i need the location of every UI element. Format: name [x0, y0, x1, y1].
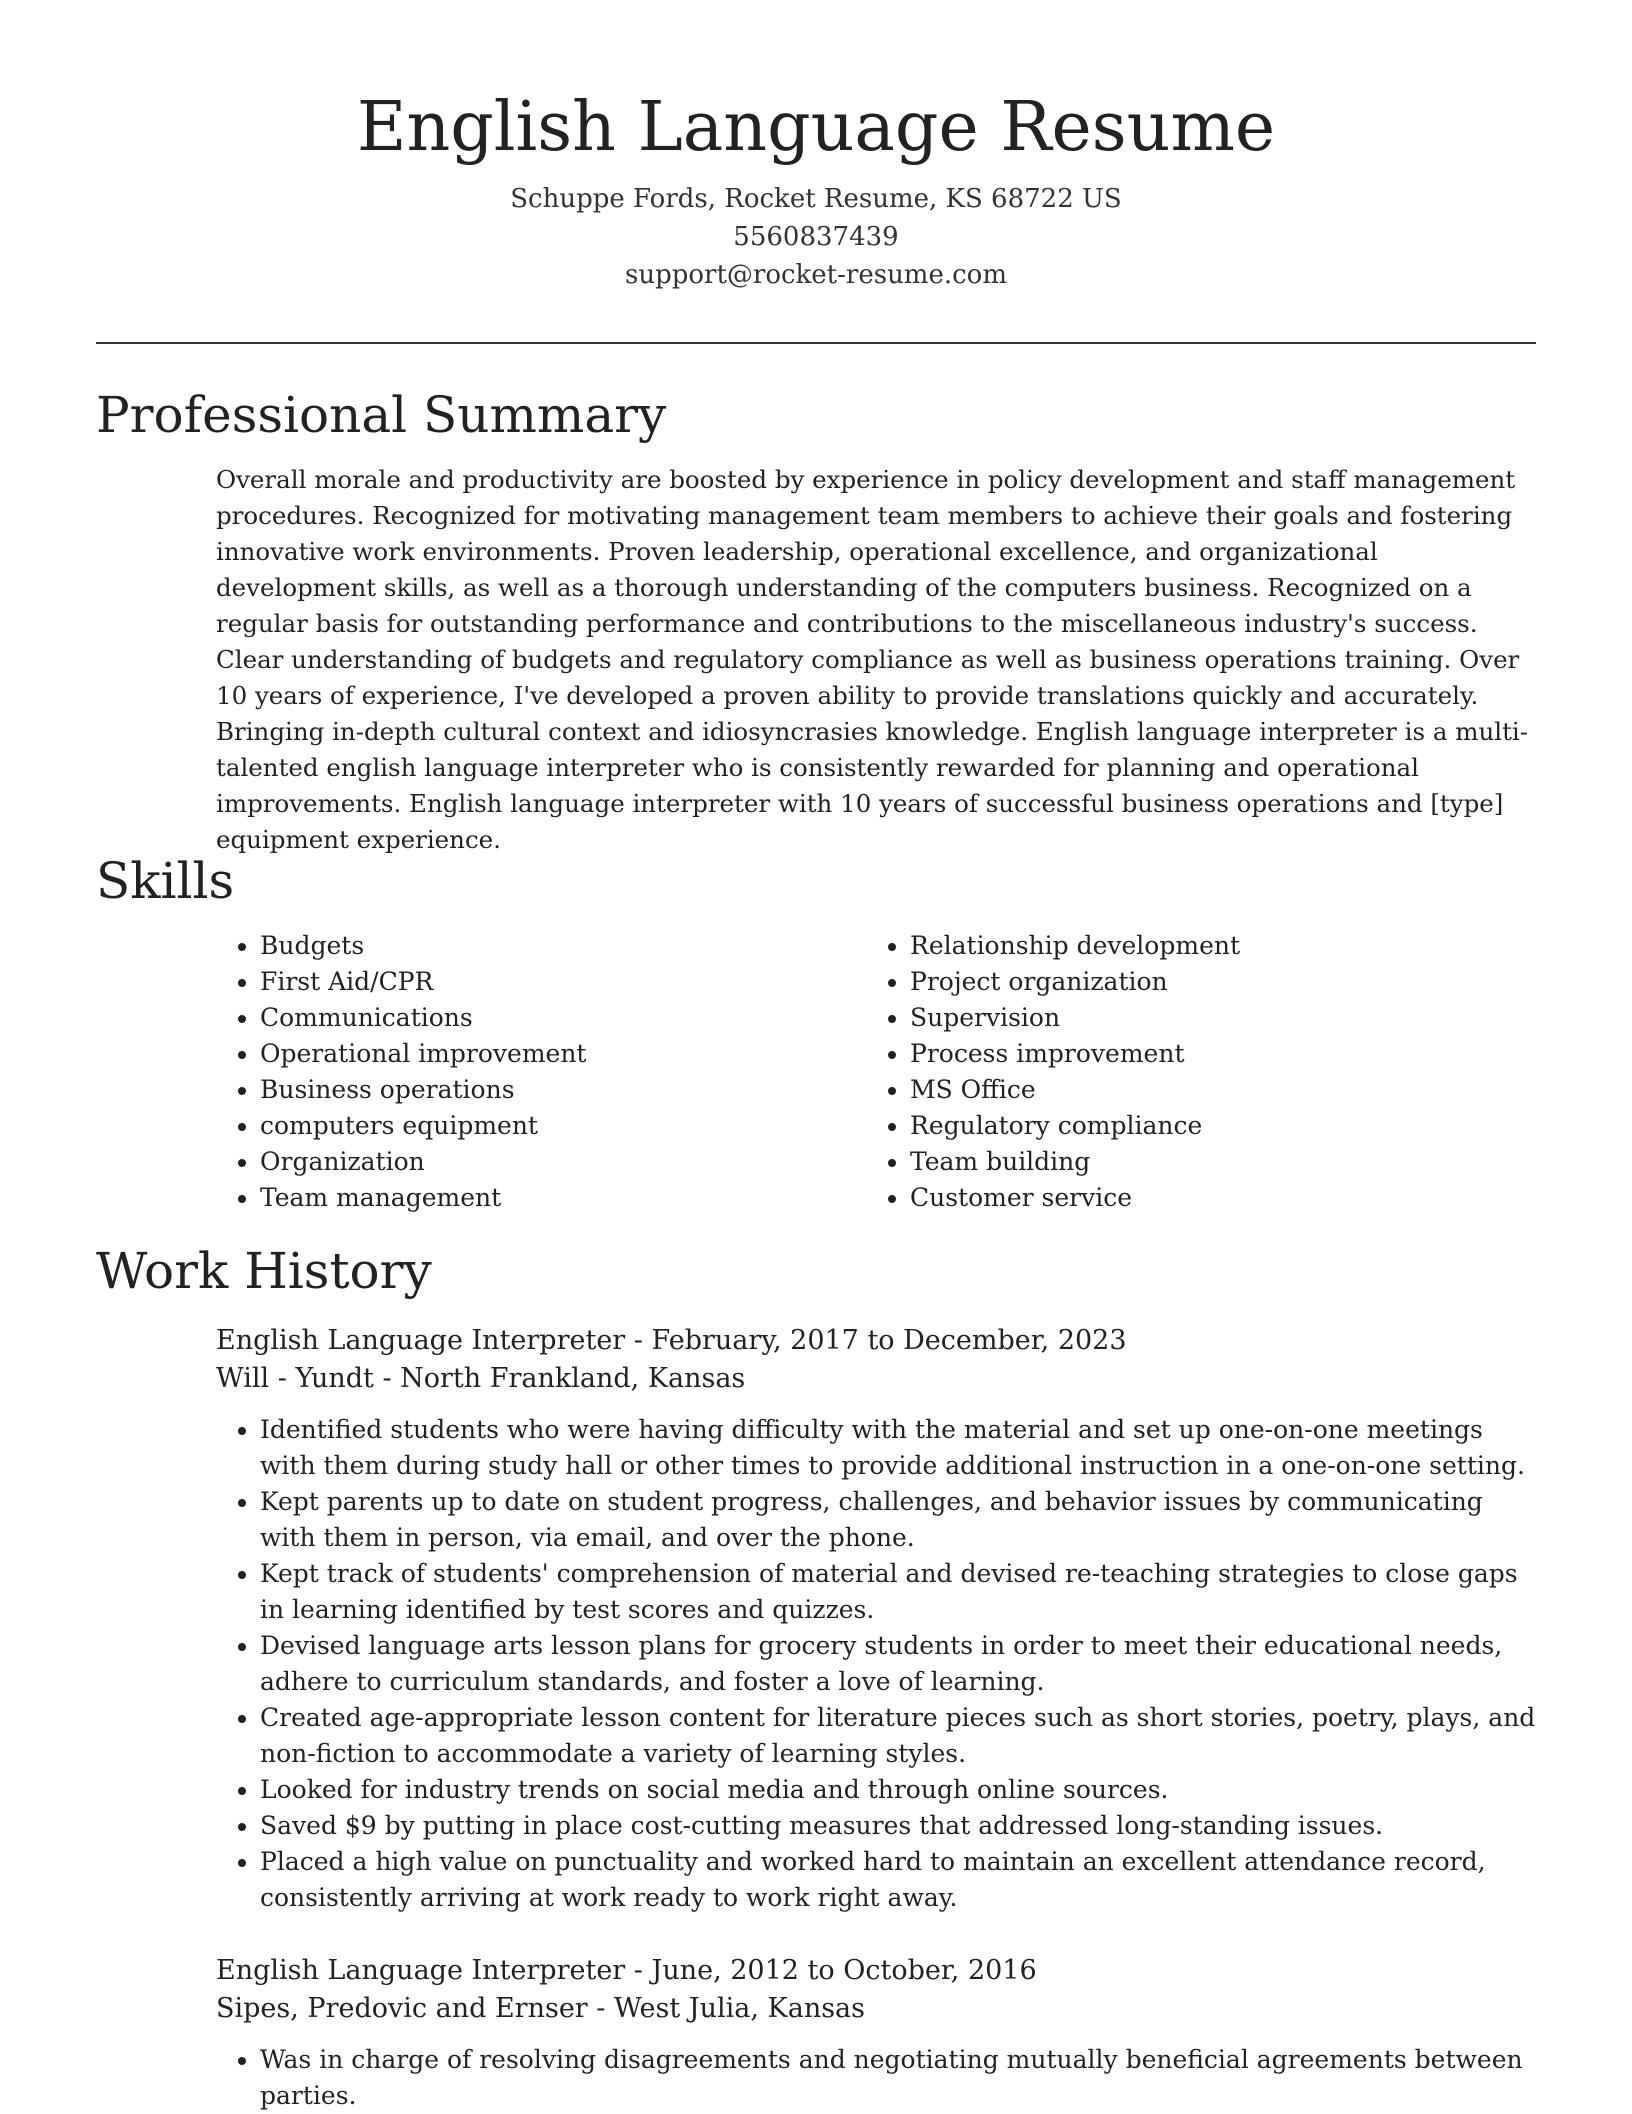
skill-item: • MS Office: [910, 1072, 1536, 1108]
skill-item: • computers equipment: [260, 1108, 866, 1144]
job-entry: [216, 1952, 1536, 2114]
resume-header: [0, 0, 1632, 294]
duty-item: • Saved $9 by putting in place cost-cutting measures that addressed long-standing issues.: [260, 1808, 1536, 1844]
skills-list: [216, 928, 1536, 1216]
duty-item: • Was in charge of resolving disagreements and negotiating mutually beneficial agreements between parties.: [260, 2042, 1536, 2114]
job-company-location: Sipes, Predovic and Ernser - West Julia, Kansas: [216, 1993, 866, 2024]
duty-item: • Identified students who were having difficulty with the material and set up one-on-one meetings with them during study hall or other times to provide additional instruction in a one-on-one setting.: [260, 1412, 1536, 1484]
job-company-location: Will - Yundt - North Frankland, Kansas: [216, 1363, 746, 1394]
contact-address: Schuppe Fords, Rocket Resume, KS 68722 US: [510, 184, 1122, 214]
work-history-heading: Work History: [96, 1242, 432, 1300]
duty-item: • Placed a high value on punctuality and worked hard to maintain an excellent attendance record, consistently arriving at work ready to work right away.: [260, 1844, 1536, 1916]
skill-item: • Team building: [910, 1144, 1536, 1180]
duty-item: • Created age-appropriate lesson content for literature pieces such as short stories, poetry, plays, and non-fiction to accommodate a variety of learning styles.: [260, 1700, 1536, 1772]
summary-text: Overall morale and productivity are boosted by experience in policy development and staff management procedures. Recognized for motivating management team members to achieve their goals and fostering innovative work environments. Proven leadership, operational excellence, and organizational development skills, as well as a thorough understanding of the computers business. Recognized on a regular basis for outstanding performance and contributions to the miscellaneous industry's success. Clear understanding of budgets and regulatory compliance as well as business operations training. Over 10 years of experience, I've developed a proven ability to provide translations quickly and accurately. Bringing in-depth cultural context and idiosyncrasies knowledge. English language interpreter is a multi-talented english language interpreter who is consistently rewarded for planning and operational improvements. English language interpreter with 10 years of successful business operations and [type] equipment experience.: [216, 465, 1529, 854]
duty-item: • Looked for industry trends on social media and through online sources.: [260, 1772, 1536, 1808]
job-duties: [216, 1412, 1536, 1916]
skills-column-left: [216, 928, 866, 1216]
contact-phone: 5560837439: [733, 222, 899, 252]
job-title-dates: English Language Interpreter - February, 2017 to December, 2023: [216, 1325, 1127, 1356]
skills-column-right: [866, 928, 1536, 1216]
skills-heading: Skills: [96, 852, 235, 910]
skill-item: • First Aid/CPR: [260, 964, 866, 1000]
skill-item: • Customer service: [910, 1180, 1536, 1216]
skill-item: • Budgets: [260, 928, 866, 964]
summary-heading: Professional Summary: [96, 386, 667, 444]
duty-item: • Kept parents up to date on student progress, challenges, and behavior issues by communicating with them in person, via email, and over the phone.: [260, 1484, 1536, 1556]
skill-item: • Communications: [260, 1000, 866, 1036]
skill-item: • Relationship development: [910, 928, 1536, 964]
skill-item: • Operational improvement: [260, 1036, 866, 1072]
duty-item: • Devised language arts lesson plans for grocery students in order to meet their educational needs, adhere to curriculum standards, and foster a love of learning.: [260, 1628, 1536, 1700]
job-duties: [216, 2042, 1536, 2114]
skill-item: • Organization: [260, 1144, 866, 1180]
skill-item: • Team management: [260, 1180, 866, 1216]
contact-email: support@rocket-resume.com: [624, 260, 1007, 290]
job-title-dates: English Language Interpreter - June, 2012 to October, 2016: [216, 1955, 1037, 1986]
skill-item: • Process improvement: [910, 1036, 1536, 1072]
skill-item: • Supervision: [910, 1000, 1536, 1036]
job-entry: [216, 1322, 1536, 1916]
duty-item: • Kept track of students' comprehension of material and devised re-teaching strategies to close gaps in learning identified by test scores and quizzes.: [260, 1556, 1536, 1628]
skill-item: • Project organization: [910, 964, 1536, 1000]
resume-name: English Language Resume: [356, 88, 1276, 167]
contact-block: [0, 180, 1632, 294]
skill-item: • Regulatory compliance: [910, 1108, 1536, 1144]
skill-item: • Business operations: [260, 1072, 866, 1108]
header-divider: [96, 342, 1536, 344]
